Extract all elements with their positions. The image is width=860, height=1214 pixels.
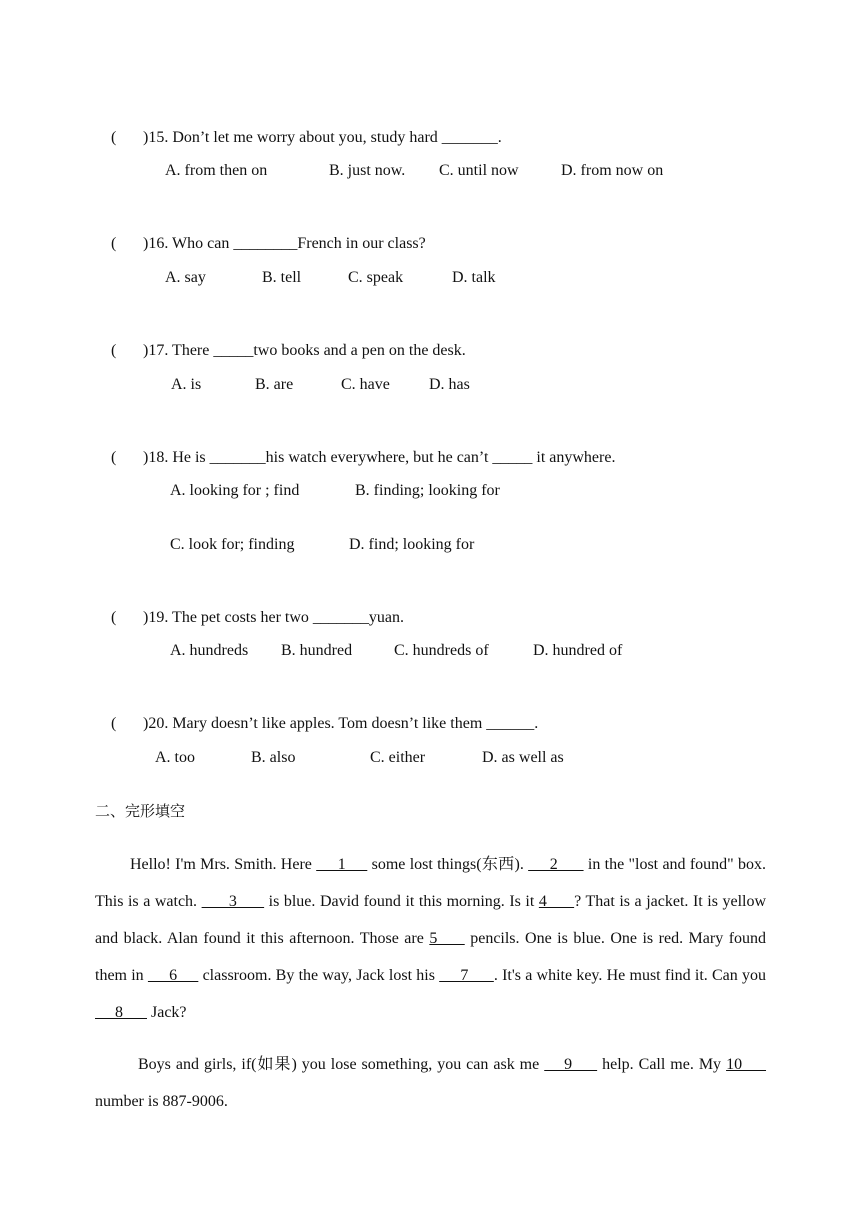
question-19	[95, 588, 404, 648]
option-20d: D. as well as	[482, 749, 564, 766]
blank-1: 1	[316, 856, 368, 873]
option-15d: D. from now on	[561, 162, 664, 179]
passage-text: pencils. One is blue. One is red. Mary found them in	[95, 930, 767, 984]
option-20a: A. too	[155, 749, 195, 766]
blank-3: 3	[201, 893, 265, 910]
question-15	[95, 108, 502, 168]
option-15c: C. until now	[439, 162, 519, 179]
blank-8: 8	[95, 1004, 147, 1021]
question-17	[95, 321, 466, 381]
answer-paren: (	[111, 342, 117, 359]
cloze-paragraph-1	[95, 846, 766, 1031]
passage-text: is blue. David found it this morning. Is it	[264, 893, 539, 910]
option-20c: C. either	[370, 749, 426, 766]
option-16a: A. say	[165, 269, 206, 286]
question-16	[95, 214, 426, 274]
option-19b: B. hundred	[281, 642, 353, 659]
question-stem: )19. The pet costs her two _______yuan.	[143, 609, 404, 626]
answer-paren: (	[111, 235, 117, 252]
passage-text: in the "lost and found" box. This is a watch.	[95, 856, 767, 910]
option-18b: B. finding; looking for	[355, 482, 500, 499]
option-17d: D. has	[429, 376, 470, 393]
section-heading: 二、完形填空	[95, 802, 186, 820]
option-19d: D. hundred of	[533, 642, 623, 659]
option-16d: D. talk	[452, 269, 496, 286]
passage-text: number is 887-9006.	[95, 1093, 228, 1110]
blank-10: 10	[726, 1056, 767, 1073]
passage-text: Boys and girls, if(如果) you lose something, you can ask me	[138, 1056, 545, 1073]
question-stem: )16. Who can ________French in our class?	[143, 235, 426, 252]
passage-text: ? That is a jacket. It is yellow and black. Alan found it this afternoon. Those are	[95, 893, 767, 947]
answer-paren: (	[111, 715, 117, 732]
passage-text: Hello! I'm Mrs. Smith. Here	[130, 856, 317, 873]
blank-5: 5	[429, 930, 465, 947]
blank-6: 6	[147, 967, 199, 984]
option-19a: A. hundreds	[170, 642, 249, 659]
option-19c: C. hundreds of	[394, 642, 489, 659]
question-stem: )15. Don’t let me worry about you, study hard _______.	[143, 129, 502, 146]
option-18d: D. find; looking for	[349, 536, 475, 553]
question-18	[95, 428, 615, 488]
option-20b: B. also	[251, 749, 296, 766]
option-17c: C. have	[341, 376, 390, 393]
option-17b: B. are	[255, 376, 294, 393]
answer-paren: (	[111, 449, 117, 466]
passage-text: . It's a white key. He must find it. Can you	[493, 967, 767, 984]
question-20	[95, 694, 538, 754]
passage-text: classroom. By the way, Jack lost his	[198, 967, 440, 984]
answer-paren: (	[111, 129, 117, 146]
option-16c: C. speak	[348, 269, 404, 286]
option-16b: B. tell	[262, 269, 302, 286]
option-17a: A. is	[171, 376, 202, 393]
option-18c: C. look for; finding	[170, 536, 295, 553]
passage-text: Jack?	[147, 1004, 187, 1021]
question-stem: )20. Mary doesn’t like apples. Tom doesn’t like them ______.	[143, 715, 539, 732]
passage-text: some lost things(东西).	[367, 856, 529, 873]
blank-4: 4	[538, 893, 575, 910]
question-stem: )18. He is _______his watch everywhere, but he can’t _____ it anywhere.	[143, 449, 616, 466]
option-15a: A. from then on	[165, 162, 268, 179]
question-stem: )17. There _____two books and a pen on the desk.	[143, 342, 466, 359]
blank-2: 2	[528, 856, 584, 873]
passage-text: help. Call me. My	[597, 1056, 727, 1073]
cloze-paragraph-2	[95, 1046, 766, 1120]
blank-9: 9	[544, 1056, 598, 1073]
answer-paren: (	[111, 609, 117, 626]
option-18a: A. looking for ; find	[170, 482, 300, 499]
blank-7: 7	[439, 967, 494, 984]
option-15b: B. just now.	[329, 162, 406, 179]
